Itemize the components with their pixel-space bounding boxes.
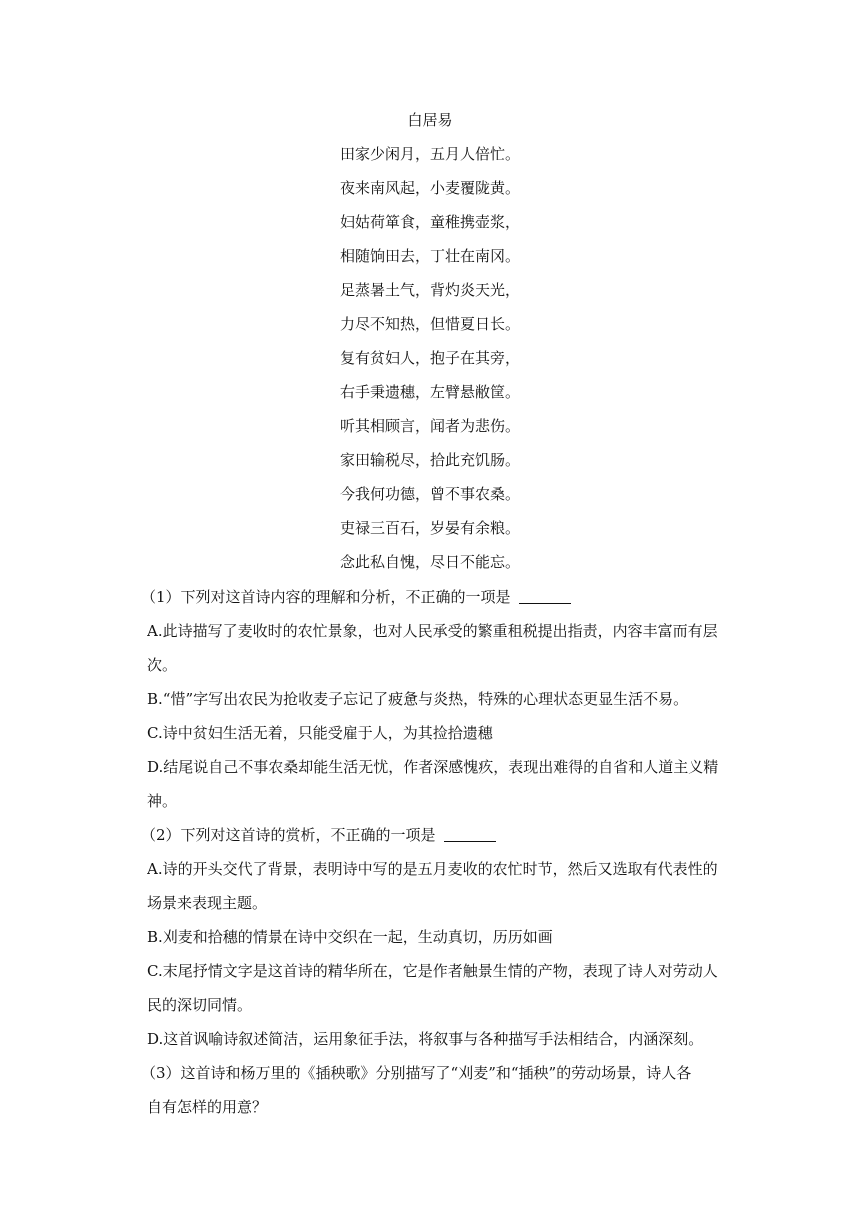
question-2-stem-text: （2）下列对这首诗的赏析，不正确的一项是 — [141, 826, 436, 844]
question-2-option-c-continued: 民的深切同情。 — [147, 996, 253, 1014]
poem-line: 今我何功德，曾不事农桑。 — [339, 485, 520, 503]
question-2-option-d: D.这首讽喻诗叙述简洁，运用象征手法，将叙事与各种描写手法相结合，内涵深刻。 — [147, 1030, 704, 1048]
question-1-option-c: C.诗中贫妇生活无着，只能受雇于人，为其捡拾遗穗 — [147, 724, 493, 742]
question-3-stem-continued: 自有怎样的用意？ — [147, 1098, 268, 1116]
question-1-option-d-continued: 神。 — [147, 792, 178, 810]
poem-line: 足蒸暑土气，背灼炎天光， — [339, 281, 520, 299]
poem-author: 白居易 — [407, 111, 453, 129]
questions — [141, 580, 722, 1124]
poem-line: 听其相顾言，闻者为悲伤。 — [339, 417, 520, 435]
poem-line: 田家少闲月，五月人倍忙。 — [339, 145, 520, 163]
question-2-option-c: C.末尾抒情文字是这首诗的精华所在，它是作者触景生情的产物，表现了诗人对劳动人 — [147, 962, 718, 980]
poem-line: 力尽不知热，但惜夏日长。 — [339, 315, 520, 333]
question-2-option-a-continued: 场景来表现主题。 — [147, 894, 268, 912]
poem — [0, 109, 860, 585]
answer-blank — [519, 587, 571, 604]
poem-line: 妇姑荷箪食，童稚携壶浆， — [339, 213, 520, 231]
poem-line: 念此私自愧，尽日不能忘。 — [339, 553, 520, 571]
question-1-option-a: A.此诗描写了麦收时的农忙景象，也对人民承受的繁重租税提出指责，内容丰富而有层 — [147, 622, 718, 640]
question-1-option-a-continued: 次。 — [147, 656, 178, 674]
poem-line: 相随饷田去，丁壮在南冈。 — [339, 247, 520, 265]
question-1-stem-text: （1）下列对这首诗内容的理解和分析，不正确的一项是 — [141, 588, 511, 606]
poem-line: 右手秉遗穗，左臂悬敝筐。 — [339, 383, 520, 401]
question-1-option-b: B.“惜”字写出农民为抢收麦子忘记了疲惫与炎热，特殊的心理状态更显生活不易。 — [147, 690, 689, 708]
question-2-option-b: B.刈麦和拾穗的情景在诗中交织在一起，生动真切，历历如画 — [147, 928, 553, 946]
question-2-stem — [141, 818, 722, 852]
question-3-stem: （3）这首诗和杨万里的《插秧歌》分别描写了“刈麦”和“插秧”的劳动场景，诗人各 — [141, 1064, 692, 1082]
poem-line: 吏禄三百石，岁晏有余粮。 — [339, 519, 520, 537]
question-2-option-a: A.诗的开头交代了背景，表明诗中写的是五月麦收的农忙时节，然后又选取有代表性的 — [147, 860, 718, 878]
question-1-option-d: D.结尾说自己不事农桑却能生活无忧，作者深感愧疚，表现出难得的自省和人道主义精 — [147, 758, 719, 776]
poem-line: 家田输税尽，拾此充饥肠。 — [339, 451, 520, 469]
question-1-stem — [141, 580, 722, 614]
poem-line: 复有贫妇人，抱子在其旁， — [339, 349, 520, 367]
answer-blank — [444, 825, 496, 842]
poem-line: 夜来南风起，小麦覆陇黄。 — [339, 179, 520, 197]
